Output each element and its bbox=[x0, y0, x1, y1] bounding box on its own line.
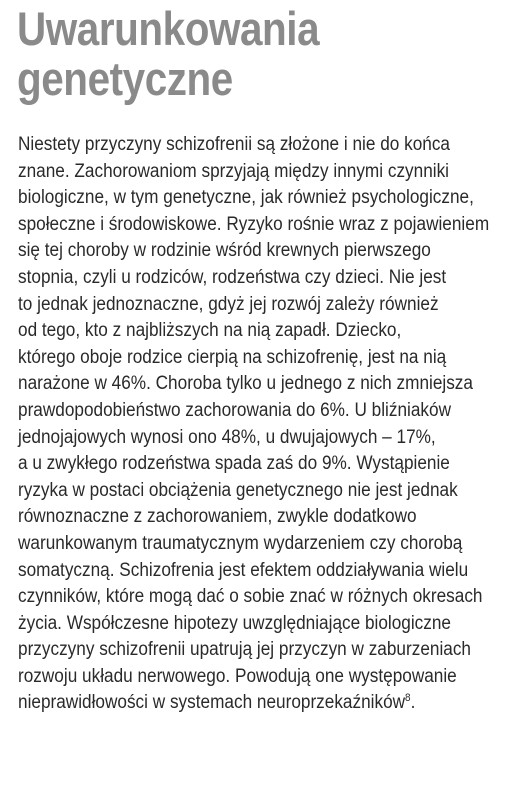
text-line: stopnia, czyli u rodziców, rodzeństwa czy dzieci. Nie jest bbox=[18, 266, 447, 288]
text-line: znane. Zachorowaniom sprzyjają między innymi czynniki bbox=[18, 160, 450, 182]
text-line: życia. Współczesne hipotezy uwzględniające biologiczne bbox=[18, 612, 451, 634]
heading-line-2: genetyczne bbox=[17, 52, 233, 105]
heading-line-1: Uwarunkowania bbox=[17, 2, 320, 55]
footnote-reference: 8 bbox=[405, 692, 411, 705]
last-line-period: . bbox=[410, 692, 416, 714]
text-line: się tej choroby w rodzinie wśród krewnych pierwszego bbox=[18, 240, 431, 262]
text-line: społeczne i środowiskowe. Ryzyko rośnie wraz z pojawieniem bbox=[18, 213, 490, 235]
text-line: biologiczne, w tym genetyczne, jak również psychologiczne, bbox=[18, 187, 474, 209]
last-line-text: nieprawidłowości w systemach neuroprzekaźników bbox=[18, 692, 406, 714]
text-line: od tego, kto z najbliższych na nią zapadł. Dziecko, bbox=[18, 320, 402, 342]
text-line: Niestety przyczyny schizofrenii są złożone i nie do końca bbox=[18, 134, 450, 155]
body-paragraph bbox=[18, 132, 489, 717]
text-line: jednojajowych wynosi ono 48%, u dwujajowych – 17%, bbox=[18, 426, 436, 448]
text-line: to jednak jednoznaczne, gdyż jej rozwój zależy również bbox=[18, 293, 439, 315]
text-line: prawdopodobieństwo zachorowania do 6%. U bliźniaków bbox=[18, 399, 452, 421]
text-line-last bbox=[18, 690, 489, 717]
text-line: którego oboje rodzice cierpią na schizofrenię, jest na nią bbox=[18, 346, 447, 368]
text-line: a u zwykłego rodzeństwa spada zaś do 9%. Wystąpienie bbox=[18, 453, 450, 475]
text-line: ryzyka w postaci obciążenia genetycznego nie jest jednak bbox=[18, 479, 458, 501]
text-line: somatyczną. Schizofrenia jest efektem oddziaływania wielu bbox=[18, 559, 469, 581]
section-heading bbox=[17, 4, 319, 104]
text-line: warunkowanym traumatycznym wydarzeniem czy chorobą bbox=[18, 532, 463, 554]
text-line: narażone w 46%. Choroba tylko u jednego z nich zmniejsza bbox=[18, 373, 473, 395]
text-line: równoznaczne z zachorowaniem, zwykle dodatkowo bbox=[18, 506, 417, 528]
text-line: rozwoju układu nerwowego. Powodują one występowanie bbox=[18, 665, 457, 687]
text-line: przyczyny schizofrenii upatrują jej przyczyn w zaburzeniach bbox=[18, 639, 471, 661]
text-line: czynników, które mogą dać o sobie znać w różnych okresach bbox=[18, 586, 483, 608]
